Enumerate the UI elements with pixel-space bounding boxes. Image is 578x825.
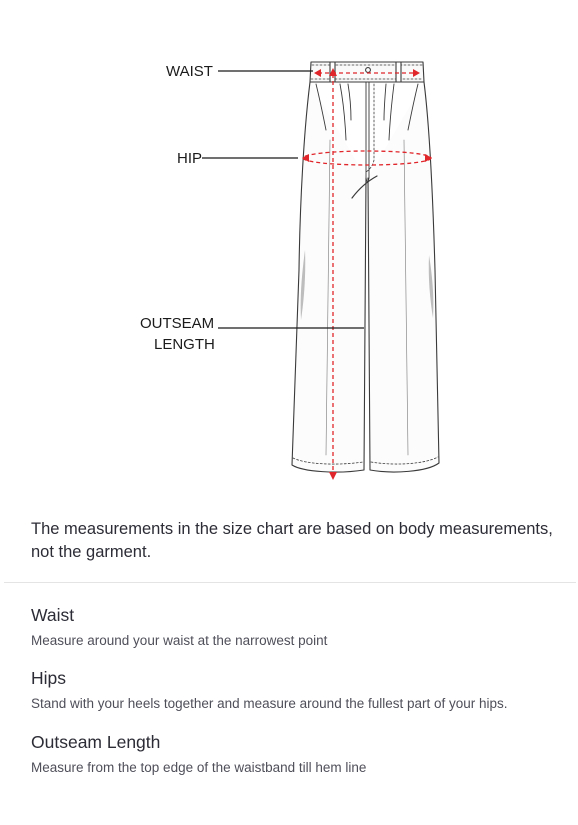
- measurement-description: Stand with your heels together and measure around the fullest part of your hips.: [31, 696, 508, 711]
- measurement-title: Hips: [31, 668, 67, 688]
- measurement-outseam-length: [31, 731, 561, 777]
- trousers-illustration: [292, 62, 439, 472]
- waist-label: WAIST: [166, 63, 213, 80]
- measurement-hips: [31, 667, 561, 713]
- measurement-waist: [31, 604, 561, 650]
- section-divider: [4, 582, 576, 583]
- hip-label: HIP: [177, 150, 203, 167]
- measurement-title: Waist: [31, 605, 75, 625]
- size-chart-note: The measurements in the size chart are based on body measurements, not the garment.: [31, 520, 553, 561]
- outseam-label-line1: OUTSEAM: [140, 315, 215, 332]
- measurement-description: Measure from the top edge of the waistband till hem line: [31, 760, 367, 775]
- outseam-label-line2: LENGTH: [154, 336, 215, 353]
- measurement-title: Outseam Length: [31, 732, 161, 752]
- measurement-description: Measure around your waist at the narrowest point: [31, 633, 328, 648]
